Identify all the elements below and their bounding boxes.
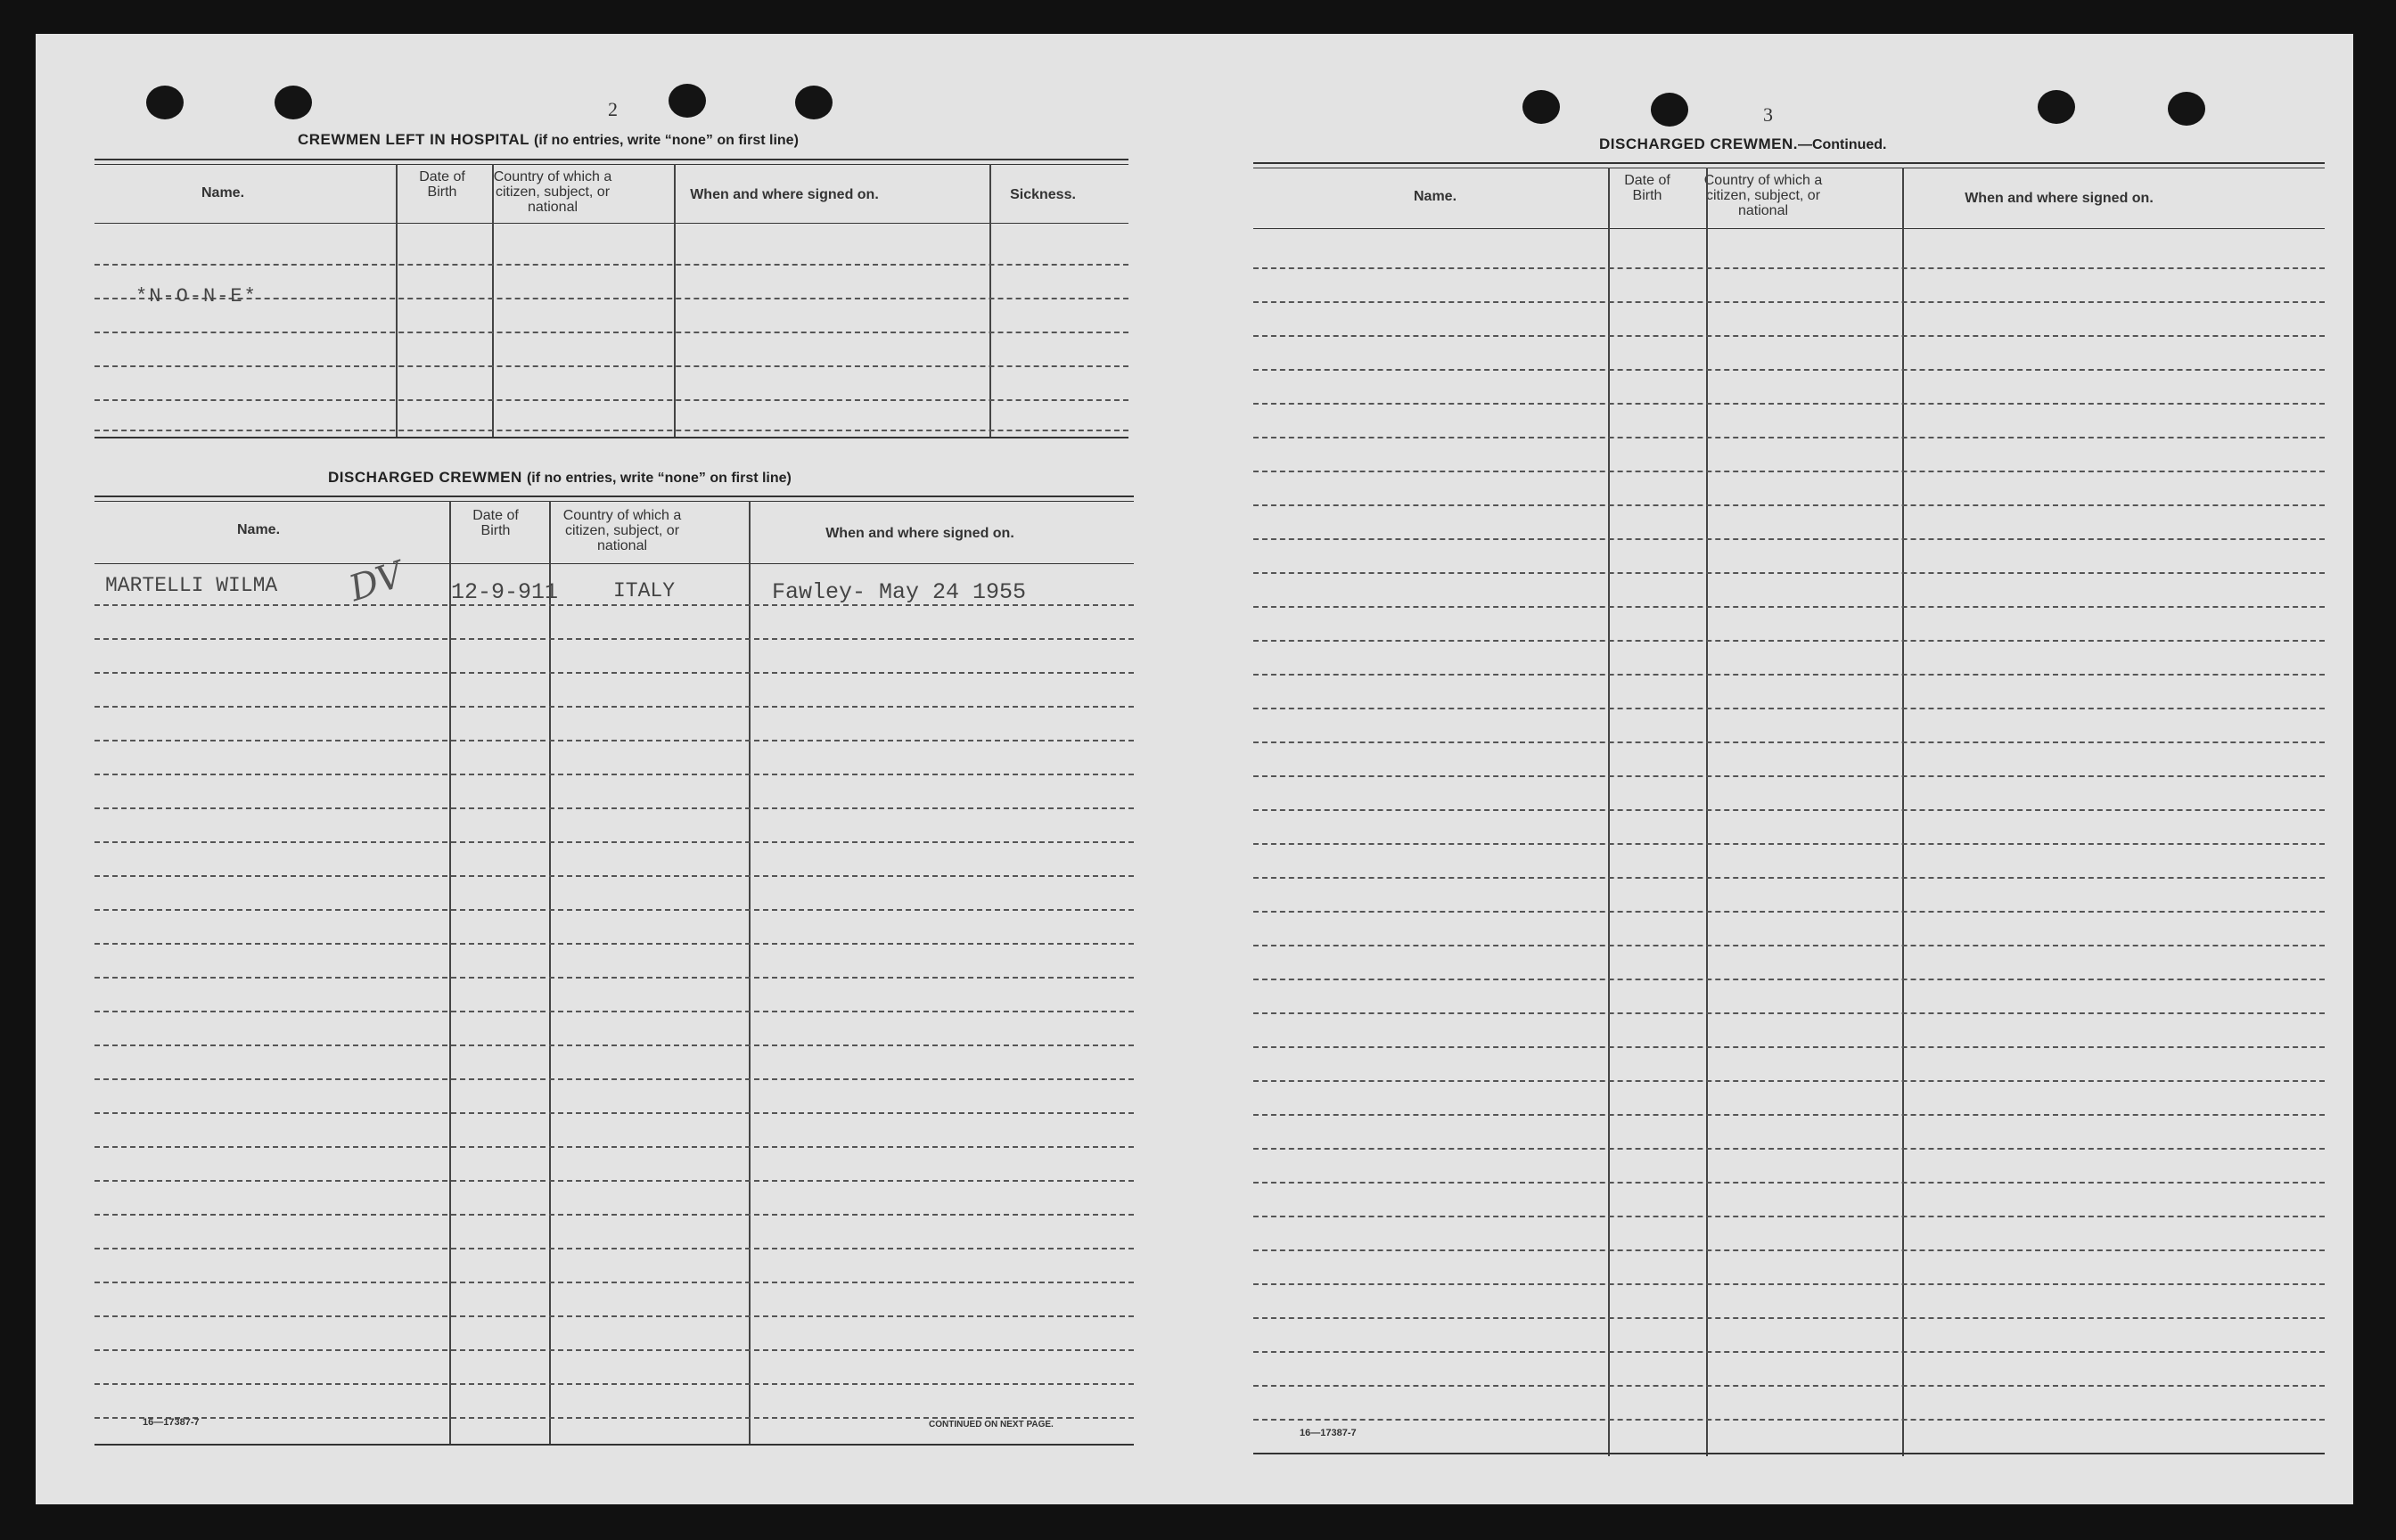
punch-hole — [146, 86, 184, 119]
right-section-title — [1599, 135, 1887, 153]
entry-line — [1253, 708, 2325, 709]
hospital-col-country: Country of which a citizen, subject, or national — [493, 169, 612, 215]
entry-line — [1253, 674, 2325, 676]
entry-line — [94, 706, 1134, 708]
entry-line — [1253, 640, 2325, 642]
page-number-right: 3 — [1763, 103, 1773, 126]
column-divider — [1902, 168, 1904, 1456]
column-divider — [989, 164, 991, 437]
discharged-col-name: Name. — [236, 522, 281, 537]
hospital-title-text: CREWMEN LEFT IN HOSPITAL — [298, 131, 529, 148]
hospital-title-note: (if no entries, write “none” on first line) — [534, 133, 799, 148]
entry-line — [1253, 1046, 2325, 1048]
entry-line — [94, 1383, 1134, 1385]
entry-line — [94, 1011, 1134, 1012]
handwritten-initials: DV — [344, 553, 408, 610]
entry-line — [94, 807, 1134, 809]
form-number-left: 16—17387-7 — [143, 1417, 200, 1428]
entry-line — [1253, 403, 2325, 405]
entry-line — [94, 875, 1134, 877]
right-col-signed: When and where signed on. — [1965, 191, 2154, 206]
entry-line — [1253, 979, 2325, 980]
hospital-section-title — [298, 131, 799, 149]
rule — [94, 501, 1134, 502]
section-bottom-rule — [94, 437, 1128, 438]
column-divider — [1706, 168, 1708, 1456]
section-bottom-rule — [94, 1444, 1134, 1446]
entry-line — [1253, 741, 2325, 743]
entry-line — [94, 909, 1134, 911]
entry-line — [1253, 1148, 2325, 1150]
section-bottom-rule — [1253, 1453, 2325, 1454]
entry-line — [1253, 911, 2325, 913]
crew-name: MARTELLI WILMA — [105, 574, 278, 597]
register-sheet — [36, 34, 2353, 1504]
entry-line — [94, 1078, 1134, 1080]
entry-line — [1253, 1283, 2325, 1285]
entry-line — [1253, 1249, 2325, 1251]
entry-line — [1253, 572, 2325, 574]
hospital-col-signed: When and where signed on. — [690, 187, 879, 202]
continued-note: CONTINUED ON NEXT PAGE. — [929, 1420, 1054, 1429]
header-rule — [94, 563, 1134, 564]
form-number-right: 16—17387-7 — [1300, 1428, 1357, 1438]
crew-country: ITALY — [613, 579, 676, 602]
entry-line — [94, 977, 1134, 979]
rule — [94, 159, 1128, 160]
discharged-col-country: Country of which a citizen, subject, or national — [562, 508, 682, 553]
entry-line — [94, 672, 1134, 674]
entry-line — [94, 943, 1134, 945]
right-title-text: DISCHARGED CREWMEN. — [1599, 135, 1798, 152]
discharged-col-signed: When and where signed on. — [825, 526, 1014, 541]
entry-line — [1253, 538, 2325, 540]
column-divider — [674, 164, 676, 437]
entry-line — [1253, 877, 2325, 879]
header-rule — [94, 223, 1128, 224]
none-entry: *N-O-N-E* — [135, 285, 258, 307]
entry-line — [94, 1248, 1134, 1249]
entry-line — [94, 740, 1134, 741]
entry-line — [1253, 437, 2325, 438]
entry-line — [1253, 301, 2325, 303]
right-col-country: Country of which a citizen, subject, or national — [1703, 173, 1823, 218]
entry-line — [1253, 1317, 2325, 1319]
header-rule — [1253, 228, 2325, 229]
entry-line — [94, 264, 1128, 266]
discharged-title-text: DISCHARGED CREWMEN — [328, 469, 522, 486]
page-number-left: 2 — [608, 98, 618, 120]
entry-line — [1253, 1012, 2325, 1014]
punch-hole — [795, 86, 833, 119]
entry-line — [1253, 606, 2325, 608]
rule — [94, 164, 1128, 165]
right-col-name: Name. — [1413, 189, 1457, 204]
column-divider — [749, 501, 751, 1444]
column-divider — [449, 501, 451, 1444]
right-col-birth: Date of Birth — [1624, 173, 1670, 203]
hospital-col-sickness: Sickness. — [1010, 187, 1076, 202]
column-divider — [1608, 168, 1610, 1456]
entry-line — [1253, 1080, 2325, 1082]
entry-line — [94, 399, 1128, 401]
entry-line — [1253, 267, 2325, 269]
entry-line — [94, 1112, 1134, 1114]
right-title-suffix: —Continued. — [1797, 137, 1887, 152]
entry-line — [94, 365, 1128, 367]
hospital-col-birth: Date of Birth — [419, 169, 465, 200]
entry-line — [1253, 504, 2325, 506]
hospital-col-name: Name. — [201, 185, 245, 201]
entry-line — [1253, 1216, 2325, 1217]
entry-line — [94, 1315, 1134, 1317]
entry-line — [94, 638, 1134, 640]
punch-hole — [2168, 92, 2205, 126]
punch-hole — [1651, 93, 1688, 127]
punch-hole — [669, 84, 706, 118]
entry-line — [94, 1417, 1134, 1419]
entry-line — [94, 1044, 1134, 1046]
entry-line — [1253, 945, 2325, 946]
entry-line — [94, 332, 1128, 333]
entry-line — [1253, 1419, 2325, 1421]
entry-line — [1253, 1114, 2325, 1116]
entry-line — [94, 841, 1134, 843]
entry-line — [1253, 843, 2325, 845]
crew-date-of-birth: 12-9-911 — [451, 579, 559, 605]
column-divider — [492, 164, 494, 437]
discharged-title-note: (if no entries, write “none” on first line) — [526, 471, 792, 486]
entry-line — [1253, 471, 2325, 472]
entry-line — [94, 1180, 1134, 1182]
rule — [94, 496, 1134, 497]
entry-line — [1253, 369, 2325, 371]
entry-line — [1253, 1385, 2325, 1387]
entry-line — [94, 1349, 1134, 1351]
rule — [1253, 162, 2325, 164]
column-divider — [549, 501, 551, 1444]
punch-hole — [1522, 90, 1560, 124]
entry-line — [1253, 809, 2325, 811]
entry-line — [1253, 1182, 2325, 1184]
entry-line — [94, 1146, 1134, 1148]
entry-line — [1253, 335, 2325, 337]
entry-line — [1253, 1351, 2325, 1353]
crew-signed-on: Fawley- May 24 1955 — [772, 579, 1027, 605]
punch-hole — [2038, 90, 2075, 124]
entry-line — [94, 430, 1128, 431]
entry-line — [1253, 775, 2325, 777]
punch-hole — [275, 86, 312, 119]
column-divider — [396, 164, 398, 437]
entry-line — [94, 774, 1134, 775]
entry-line — [94, 1282, 1134, 1283]
discharged-col-birth: Date of Birth — [472, 508, 519, 538]
entry-line — [94, 1214, 1134, 1216]
discharged-section-title — [328, 469, 792, 487]
